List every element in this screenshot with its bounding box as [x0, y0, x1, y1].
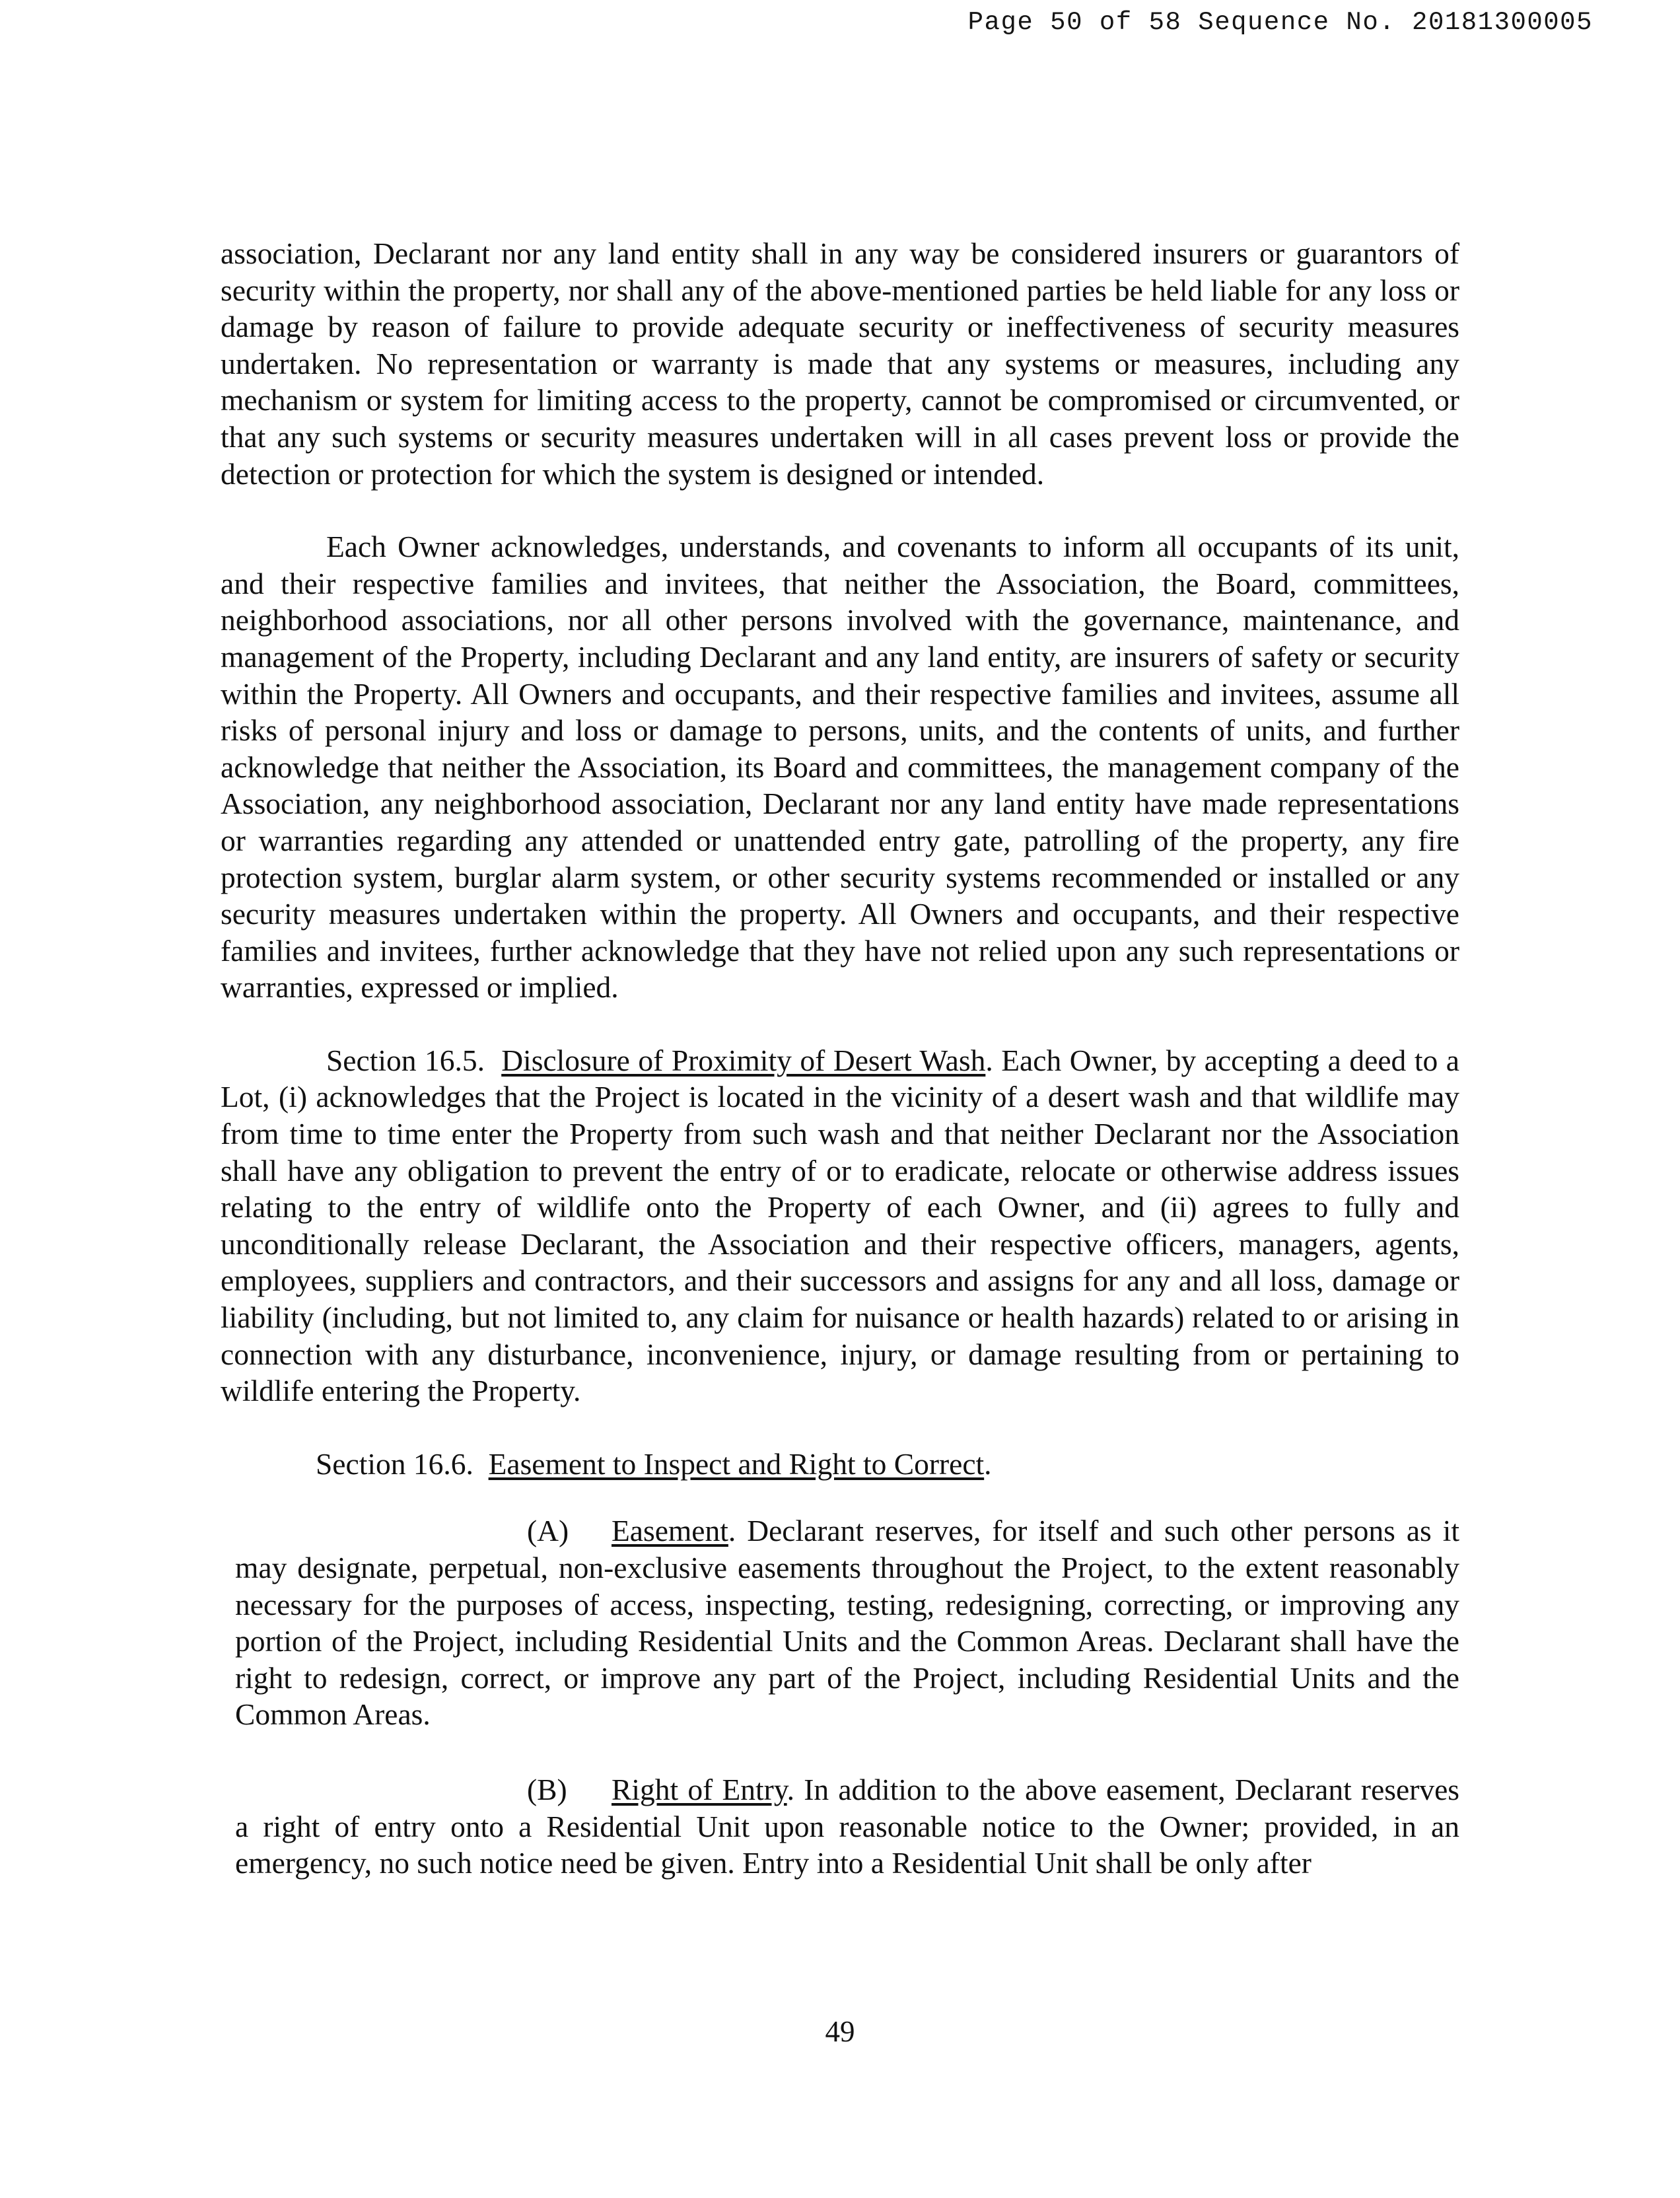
paragraph-owner-acknowledgement: Each Owner acknowledges, understands, and covenants to inform all occupants of its unit, and their respective families and invitees, that neither the Association, the Board, committees, neighborhood associations, nor all other persons involved with the governance, maintenance, and management of the Property, including Declarant and any land entity, are insurers of safety or security within the Property. All Owners and occupants, and their respective families and invitees, assume all risks of personal injury and loss or damage to persons, units, and the contents of units, and further acknowledge that neither the Association, its Board and committees, the management company of the Association, any neighborhood association, Declarant nor any land entity have made representations or warranties regarding any attended or unattended entry gate, patrolling of the property, any fire protection system, burglar alarm system, or other security systems recommended or installed or any security measures undertaken within the property. All Owners and occupants, and their respective families and invitees, further acknowledge that they have not relied upon any such representations or warranties, expressed or implied. — [221, 530, 1459, 1005]
page-number: 49 — [825, 2015, 855, 2048]
document-body — [221, 235, 1459, 1882]
subsection-b-body: . In addition to the above easement, Declarant reserves a right of entry onto a Residential Unit upon reasonable notice to the Owner; provided, in an emergency, no such notice need be given. Entry into a Residential Unit shall be only after — [235, 1772, 1459, 1880]
section-16-6-title: Easement to Inspect and Right to Correct — [488, 1446, 985, 1481]
section-16-6-number: Section 16.6. — [316, 1446, 473, 1481]
section-16-5 — [221, 1042, 1459, 1409]
subsection-b-title: Right of Entry — [612, 1772, 787, 1806]
section-16-5-title: Disclosure of Proximity of Desert Wash — [501, 1043, 986, 1077]
subsection-a-label: (A) — [527, 1514, 569, 1548]
section-16-5-body: . Each Owner, by accepting a deed to a Lot, (i) acknowledges that the Project is located in the vicinity of a desert wash and that wildlife may from time to time enter the Property from such wash and that neither Declarant nor the Association shall have any obligation to prevent the entry of or to eradicate, relocate or otherwise address issues relating to the entry of wildlife onto the Property of each Owner, and (ii) agrees to fully and unconditionally release Declarant, the Association and their respective officers, managers, agents, employees, suppliers and contractors, and their successors and assigns for any and all loss, damage or liability (including, but not limited to, any claim for nuisance or health hazards) related to or arising in connection with any disturbance, inconvenience, injury, or damage resulting from or pertaining to wildlife entering the Property. — [221, 1043, 1460, 1408]
subsection-a-body: . Declarant reserves, for itself and such other persons as it may designate, perpetual, non-exclusive easements throughout the Project, to the extent reasonably necessary for the purposes of access, inspecting, testing, redesigning, correcting, or improving any portion of the Project, including Residential Units and the Common Areas. Declarant shall have the right to redesign, correct, or improve any part of the Project, including Residential Units and the Common Areas. — [235, 1514, 1459, 1732]
section-16-5-number: Section 16.5. — [326, 1043, 485, 1077]
subsection-b-label: (B) — [527, 1772, 567, 1806]
subsection-b-right-of-entry — [221, 1771, 1459, 1882]
subsection-a-title: Easement — [612, 1514, 728, 1548]
subsection-a-easement — [221, 1512, 1459, 1733]
section-16-6-end: . — [984, 1446, 992, 1481]
paragraph-security-disclaimer: association, Declarant nor any land entity shall in any way be considered insurers or guarantors of security within the property, nor shall any of the above-mentioned parties be held liable for any loss or damage by reason of failure to provide adequate security or ineffectiveness of security measures undertaken. No representation or warranty is made that any systems or measures, including any mechanism or system for limiting access to the property, cannot be compromised or circumvented, or that any such systems or security measures undertaken will in all cases prevent loss or provide the detection or protection for which the system is designed or intended. — [221, 236, 1459, 491]
section-16-6-heading — [221, 1446, 1459, 1483]
page-sequence-header: Page 50 of 58 Sequence No. 20181300005 — [967, 8, 1593, 37]
